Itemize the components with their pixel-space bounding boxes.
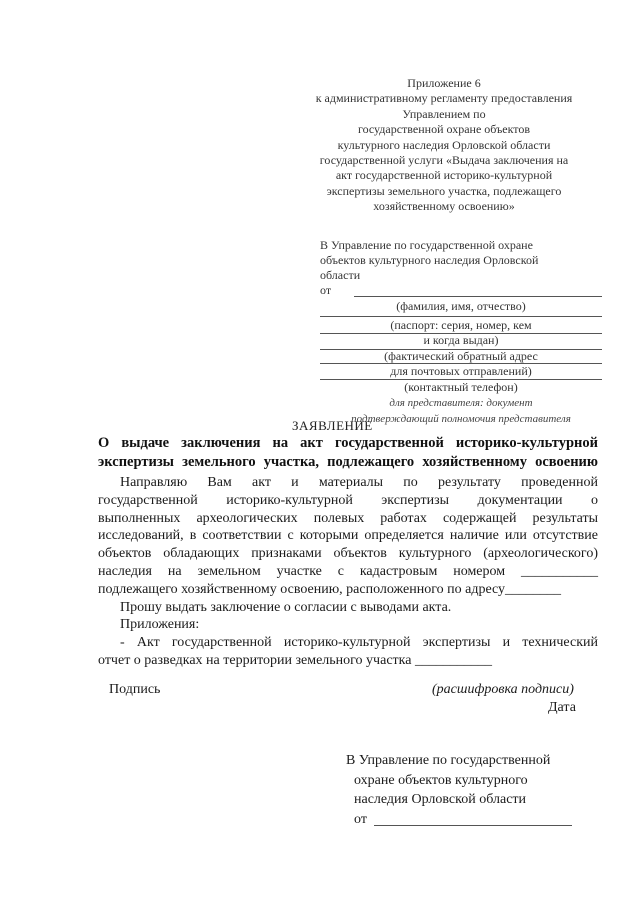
field-phone: (контактный телефон) <box>404 380 518 394</box>
addressee-line: области <box>320 268 361 282</box>
body-line: объектов обладающих признаками объектов культурного (археологического) <box>98 546 598 562</box>
addressee-block-2 <box>346 751 586 829</box>
addressee-line: объектов культурного наследия Орловской <box>320 253 539 267</box>
statement-body <box>98 474 598 670</box>
annex-line: культурного наследия Орловской области <box>337 137 551 152</box>
field-rule <box>320 316 602 317</box>
addressee2-line: наследия Орловской области <box>354 792 527 807</box>
body-line: наследия на земельном участке с кадастровым номером ___________ <box>98 563 598 579</box>
from-label: от <box>320 283 332 297</box>
annex-header <box>300 76 588 215</box>
body-line: выполненных археологических полевых работах содержащей результаты <box>98 510 598 526</box>
representative-note: для представителя: документ <box>389 397 533 409</box>
from-underline <box>354 296 602 297</box>
from-line-2 <box>346 810 586 830</box>
attachments-label: Приложения: <box>120 617 200 633</box>
field-address: (фактический обратный адрес <box>384 349 538 363</box>
annex-line: государственной услуги «Выдача заключения на <box>319 153 569 168</box>
annex-line: хозяйственному освоению» <box>373 199 515 214</box>
annex-line: Управлением по <box>402 106 486 121</box>
annex-line: Приложение 6 <box>407 76 481 90</box>
field-fio: (фамилия, имя, отчество) <box>396 299 526 313</box>
annex-line: экспертизы земельного участка, подлежащего <box>326 183 562 198</box>
body-line: подлежащего хозяйственному освоению, расположенного по адресу________ <box>98 581 562 597</box>
signature-label: Подпись <box>109 682 161 697</box>
request-line: Прошу выдать заключение о согласии с выводами акта. <box>120 599 452 615</box>
statement-title <box>98 434 598 472</box>
from-underline-2 <box>374 825 572 826</box>
body-line: Направляю Вам акт и материалы по результату проведенной <box>120 475 598 490</box>
statement-heading: ЗАЯВЛЕНИЕ <box>292 418 373 433</box>
representative-note: подтверждающий полномочия представителя <box>351 413 571 425</box>
title-line: О выдаче заключения на акт государственной историко-культурной <box>98 435 598 451</box>
field-passport-issued: и когда выдан) <box>423 333 499 347</box>
addressee2-line: охране объектов культурного <box>354 772 528 788</box>
field-passport: (паспорт: серия, номер, кем <box>390 318 532 332</box>
addressee-line: В Управление по государственной охране <box>320 238 533 252</box>
date-label: Дата <box>548 700 576 715</box>
from-line <box>320 283 602 298</box>
body-line: исследований, в соответствии с которыми определяется наличие или отсутствие <box>98 528 598 544</box>
annex-line: акт государственной историко-культурной <box>335 168 553 183</box>
addressee2-line: В Управление по государственной <box>346 753 551 768</box>
addressee-block <box>320 238 602 425</box>
body-line: государственной историко-культурной экспертизы документации о <box>98 492 598 508</box>
signature-decode-label: (расшифровка подписи) <box>432 682 574 697</box>
annex-line: государственной охране объектов <box>357 122 531 137</box>
title-line: экспертизы земельного участка, подлежащего хозяйственному освоению <box>98 454 598 470</box>
attachment-line: отчет о разведках на территории земельного участка ___________ <box>98 652 492 668</box>
from-label-2: от <box>354 811 367 827</box>
annex-line: к административному регламенту предоставления <box>315 91 573 106</box>
attachment-line: - Акт государственной историко-культурной экспертизы и технический <box>120 635 598 651</box>
field-address-mail: для почтовых отправлений) <box>390 364 532 378</box>
